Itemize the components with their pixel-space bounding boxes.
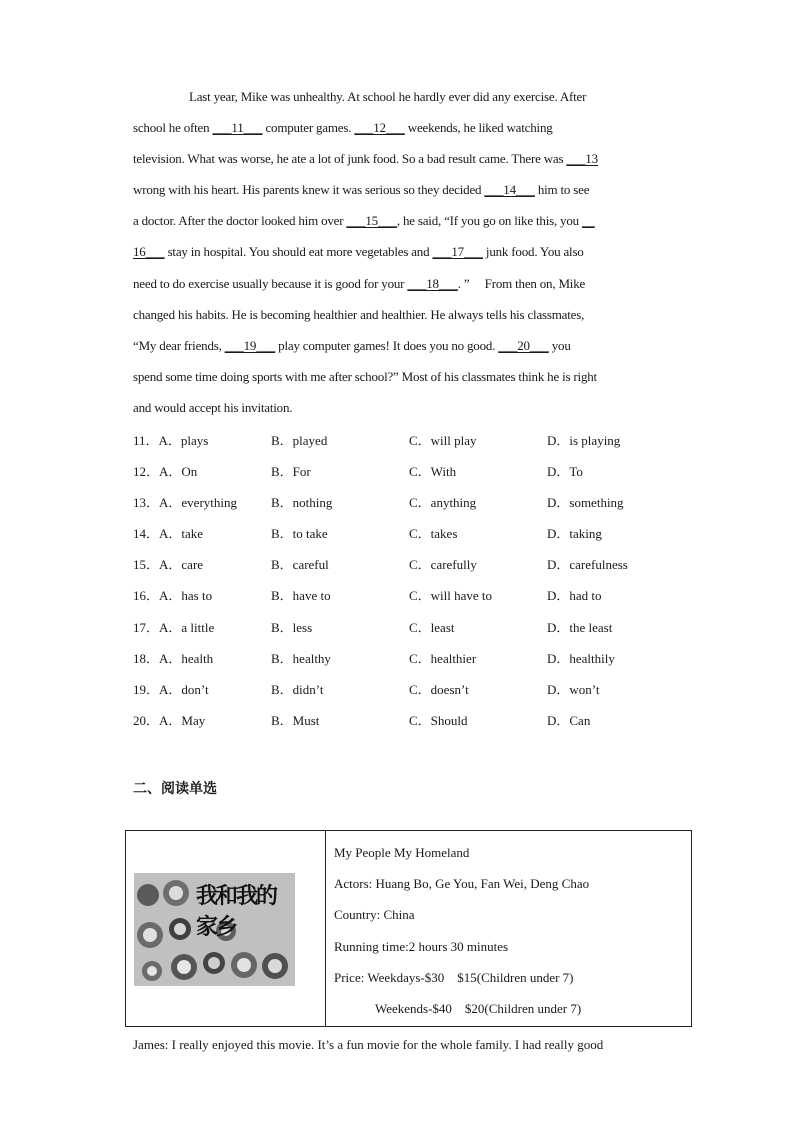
- option-a[interactable]: [133, 705, 205, 736]
- passage-blank: ___18___: [407, 275, 458, 291]
- passage-line: [133, 392, 663, 423]
- option-a[interactable]: [133, 580, 212, 611]
- option-b[interactable]: [271, 643, 331, 674]
- passage-blank: ___13: [566, 151, 598, 167]
- question-row: [133, 674, 693, 705]
- passage-text: play computer games! It does you no good.: [275, 337, 499, 353]
- poster-title: 我和我的家乡: [196, 884, 277, 940]
- passage-text: . ” From then on, Mike: [457, 275, 586, 291]
- passage-text: and would accept his invitation.: [133, 399, 293, 415]
- option-a[interactable]: [133, 643, 213, 674]
- movie-country: Country: China: [334, 907, 415, 923]
- passage-blank: ___11___: [212, 120, 263, 136]
- option-text: B．didn’t: [271, 681, 324, 697]
- movie-running-time: Running time:2 hours 30 minutes: [334, 938, 509, 954]
- option-text: D．carefulness: [547, 557, 628, 573]
- passage-line: [133, 236, 663, 267]
- question-number: 15．: [133, 557, 160, 573]
- option-text: C．healthier: [409, 650, 477, 666]
- question-number: 12．: [133, 464, 160, 480]
- section-title: 二、阅读单选: [133, 781, 217, 797]
- option-text: A．everything: [159, 495, 237, 511]
- option-d[interactable]: [547, 456, 583, 487]
- passage-blank: ___12___: [354, 120, 405, 136]
- option-text: B．less: [271, 619, 313, 635]
- review-text: James: I really enjoyed this movie. It’s a fun movie for the whole family. I had really good: [133, 1037, 604, 1052]
- option-c[interactable]: [409, 674, 469, 705]
- passage-line: [133, 299, 663, 330]
- option-b[interactable]: [271, 456, 311, 487]
- answer-options: [133, 425, 693, 736]
- passage-text: “My dear friends,: [133, 337, 225, 353]
- passage-text: school he often: [133, 120, 213, 136]
- option-text: B．For: [271, 464, 311, 480]
- option-a[interactable]: [133, 549, 203, 580]
- option-text: A．take: [159, 526, 204, 542]
- option-c[interactable]: [409, 549, 477, 580]
- option-text: D．is playing: [547, 433, 621, 448]
- option-text: A．plays: [158, 433, 209, 448]
- option-b[interactable]: [271, 674, 324, 705]
- passage-line: [133, 81, 663, 112]
- passage-text: junk food. You also: [482, 244, 584, 260]
- option-d[interactable]: [547, 518, 602, 549]
- option-text: B．to take: [271, 526, 328, 542]
- passage-text: need to do exercise usually because it is good for your: [133, 275, 408, 291]
- option-text: B．played: [271, 433, 328, 448]
- option-text: D．Can: [547, 712, 591, 728]
- option-a[interactable]: [133, 612, 214, 643]
- question-row: [133, 580, 693, 611]
- movie-poster: [134, 873, 295, 986]
- option-text: C．will have to: [409, 588, 493, 604]
- option-a[interactable]: [133, 487, 237, 518]
- option-text: D．the least: [547, 619, 613, 635]
- question-number: 14．: [133, 526, 160, 542]
- option-text: C．will play: [409, 433, 477, 448]
- question-number: 16．: [133, 588, 160, 604]
- passage-text: changed his habits. He is becoming healthier and healthier. He always tells his classmates,: [133, 306, 585, 322]
- option-a[interactable]: [133, 518, 203, 549]
- option-text: B．Must: [271, 712, 320, 728]
- option-text: A．health: [159, 650, 214, 666]
- question-row: [133, 643, 693, 674]
- passage-text: television. What was worse, he ate a lot of junk food. So a bad result came. There was: [133, 151, 567, 167]
- passage-text: stay in hospital. You should eat more vegetables and: [164, 244, 433, 260]
- option-c[interactable]: [409, 425, 477, 456]
- option-c[interactable]: [409, 518, 457, 549]
- movie-price-weekends: Weekends-$40 $20(Children under 7): [375, 1000, 582, 1016]
- option-d[interactable]: [547, 580, 602, 611]
- option-d[interactable]: [547, 549, 628, 580]
- movie-actors: Actors: Huang Bo, Ge You, Fan Wei, Deng Chao: [334, 876, 590, 892]
- option-b[interactable]: [271, 425, 327, 456]
- table-divider: [325, 831, 326, 1026]
- option-d[interactable]: [547, 705, 590, 736]
- question-row: [133, 487, 693, 518]
- option-text: C．doesn’t: [409, 681, 469, 697]
- movie-title: My People My Homeland: [334, 845, 470, 860]
- passage-line: [133, 205, 663, 236]
- option-b[interactable]: [271, 518, 328, 549]
- question-row: [133, 612, 693, 643]
- passage-text: computer games.: [262, 120, 355, 136]
- option-text: C．takes: [409, 526, 458, 542]
- option-text: A．has to: [159, 588, 213, 604]
- passage-line: [133, 174, 663, 205]
- passage-text: weekends, he liked watching: [404, 120, 553, 136]
- question-row: [133, 425, 693, 456]
- option-text: D．taking: [547, 526, 602, 542]
- option-text: A．On: [159, 464, 198, 480]
- passage-blank: ___19___: [224, 337, 276, 353]
- option-text: C．least: [409, 619, 455, 635]
- option-text: A．May: [159, 712, 206, 728]
- question-row: [133, 456, 693, 487]
- passage-blank: ___15___: [346, 213, 397, 229]
- passage-text: spend some time doing sports with me after school?” Most of his classmates think he is right: [133, 368, 597, 384]
- option-c[interactable]: [409, 456, 456, 487]
- question-row: [133, 518, 693, 549]
- option-text: B．healthy: [271, 650, 331, 666]
- option-d[interactable]: [547, 612, 612, 643]
- cloze-passage: [133, 81, 663, 423]
- option-text: A．care: [159, 557, 204, 573]
- option-c[interactable]: [409, 643, 476, 674]
- passage-blank: __: [582, 213, 595, 229]
- passage-blank: ___14___: [484, 182, 535, 198]
- option-text: A．don’t: [159, 681, 209, 697]
- question-number: 17．: [133, 619, 160, 635]
- option-b[interactable]: [271, 487, 332, 518]
- option-b[interactable]: [271, 705, 319, 736]
- option-a[interactable]: [133, 674, 209, 705]
- option-c[interactable]: [409, 487, 476, 518]
- movie-info-table: [125, 830, 692, 1027]
- option-b[interactable]: [271, 549, 329, 580]
- option-b[interactable]: [271, 612, 312, 643]
- question-row: [133, 549, 693, 580]
- passage-line: [133, 330, 663, 361]
- passage-text: wrong with his heart. His parents knew it was serious so they decided: [133, 182, 485, 198]
- option-text: D．won’t: [547, 681, 600, 697]
- question-number: 20．: [133, 712, 160, 728]
- question-number: 11．: [133, 433, 159, 448]
- option-d[interactable]: [547, 674, 599, 705]
- option-text: D．healthily: [547, 650, 615, 666]
- passage-line: [133, 143, 663, 174]
- movie-price-weekdays: Price: Weekdays-$30 $15(Children under 7): [334, 969, 574, 985]
- passage-blank: 16___: [133, 244, 165, 260]
- option-text: C．With: [409, 464, 457, 480]
- passage-line: [133, 361, 663, 392]
- passage-blank: ___20___: [498, 337, 549, 353]
- option-c[interactable]: [409, 705, 468, 736]
- passage-text: you: [548, 337, 571, 353]
- option-text: D．something: [547, 495, 624, 511]
- option-text: B．nothing: [271, 495, 333, 511]
- option-text: D．To: [547, 464, 583, 480]
- option-d[interactable]: [547, 425, 620, 456]
- movie-info: [334, 837, 589, 1024]
- option-text: B．have to: [271, 588, 331, 604]
- question-number: 19．: [133, 681, 160, 697]
- option-text: C．anything: [409, 495, 477, 511]
- option-d[interactable]: [547, 487, 624, 518]
- option-text: C．carefully: [409, 557, 477, 573]
- passage-text: , he said, “If you go on like this, you: [396, 213, 583, 229]
- option-c[interactable]: [409, 612, 455, 643]
- question-number: 13．: [133, 495, 160, 511]
- question-row: [133, 705, 693, 736]
- option-a[interactable]: [133, 425, 208, 456]
- option-a[interactable]: [133, 456, 197, 487]
- option-text: C．Should: [409, 712, 468, 728]
- option-text: A．a little: [159, 619, 215, 635]
- option-text: B．careful: [271, 557, 329, 573]
- option-d[interactable]: [547, 643, 615, 674]
- passage-line: [133, 268, 663, 299]
- passage-line: [133, 112, 663, 143]
- passage-text: Last year, Mike was unhealthy. At school he hardly ever did any exercise. After: [189, 89, 587, 104]
- option-c[interactable]: [409, 580, 492, 611]
- option-text: D．had to: [547, 588, 602, 604]
- passage-text: a doctor. After the doctor looked him over: [133, 213, 347, 229]
- option-b[interactable]: [271, 580, 331, 611]
- question-number: 18．: [133, 650, 160, 666]
- passage-text: him to see: [534, 182, 590, 198]
- passage-blank: ___17___: [432, 244, 483, 260]
